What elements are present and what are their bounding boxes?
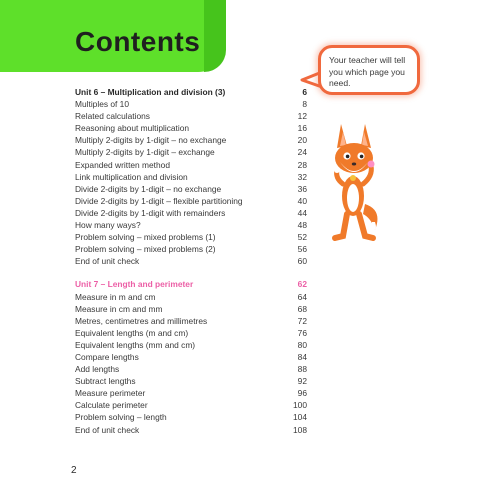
toc-item-page: 104 <box>293 412 307 423</box>
toc-item-label: Problem solving – length <box>75 412 167 423</box>
toc-item-page: 48 <box>297 220 307 231</box>
toc-item-label: Expanded written method <box>75 159 170 170</box>
toc-item[interactable] <box>75 243 307 255</box>
toc-item[interactable] <box>75 291 307 303</box>
toc-item[interactable] <box>75 411 307 423</box>
toc-item[interactable] <box>75 98 307 110</box>
toc-item-label: Related calculations <box>75 111 150 122</box>
page-number: 2 <box>71 465 77 476</box>
toc-item-page: 64 <box>297 291 307 302</box>
toc-item-label: Equivalent lengths (mm and cm) <box>75 339 196 350</box>
toc-item-page: 52 <box>297 232 307 243</box>
speech-bubble: Your teacher will tell you which page you need. <box>318 45 420 95</box>
toc-item[interactable] <box>75 122 307 134</box>
toc-item-page: 24 <box>297 147 307 158</box>
toc-item-label: Multiply 2-digits by 1-digit – exchange <box>75 147 215 158</box>
toc-item-page: 84 <box>297 351 307 362</box>
contents-list <box>75 86 307 436</box>
toc-item-page: 12 <box>297 111 307 122</box>
toc-item[interactable] <box>75 146 307 158</box>
toc-item-label: Problem solving – mixed problems (1) <box>75 232 216 243</box>
toc-item[interactable] <box>75 351 307 363</box>
toc-item-label: Divide 2-digits by 1-digit – flexible partitioning <box>75 195 243 206</box>
toc-item[interactable] <box>75 315 307 327</box>
toc-item-page: 88 <box>297 364 307 375</box>
toc-item-label: Reasoning about multiplication <box>75 123 190 134</box>
unit-heading-label: Unit 6 – Multiplication and division (3) <box>75 87 226 97</box>
toc-item[interactable] <box>75 424 307 436</box>
toc-item[interactable] <box>75 195 307 207</box>
toc-item-page: 40 <box>297 195 307 206</box>
fox-mascot-icon <box>325 118 385 248</box>
toc-item[interactable] <box>75 110 307 122</box>
toc-item-page: 16 <box>297 123 307 134</box>
toc-item-page: 76 <box>297 327 307 338</box>
toc-item-label: Metres, centimetres and millimetres <box>75 315 208 326</box>
toc-item-label: Compare lengths <box>75 351 139 362</box>
toc-item-page: 100 <box>293 400 307 411</box>
toc-item[interactable] <box>75 387 307 399</box>
toc-item-page: 36 <box>297 183 307 194</box>
unit-heading-label: Unit 7 – Length and perimeter <box>75 279 194 290</box>
unit-heading-page: 62 <box>297 279 307 290</box>
toc-item[interactable] <box>75 339 307 351</box>
toc-item-page: 96 <box>297 388 307 399</box>
toc-item-label: End of unit check <box>75 256 140 267</box>
toc-item-label: Measure perimeter <box>75 388 146 399</box>
toc-item-page: 8 <box>302 99 307 110</box>
toc-item[interactable] <box>75 134 307 146</box>
toc-item[interactable] <box>75 159 307 171</box>
toc-item-label: Divide 2-digits by 1-digit – no exchange <box>75 183 222 194</box>
toc-item[interactable] <box>75 375 307 387</box>
toc-item[interactable] <box>75 363 307 375</box>
toc-item-page: 92 <box>297 376 307 387</box>
toc-item-page: 108 <box>293 424 307 435</box>
toc-item-label: Calculate perimeter <box>75 400 148 411</box>
section-gap <box>75 267 307 278</box>
unit-heading[interactable] <box>75 86 307 98</box>
toc-item-page: 28 <box>297 159 307 170</box>
toc-item-page: 68 <box>297 303 307 314</box>
toc-item-label: How many ways? <box>75 220 141 231</box>
toc-item-label: Divide 2-digits by 1-digit with remainders <box>75 207 226 218</box>
unit-heading-page: 6 <box>302 87 307 97</box>
toc-item-label: Problem solving – mixed problems (2) <box>75 244 216 255</box>
toc-item-page: 20 <box>297 135 307 146</box>
page-title: Contents <box>75 26 201 57</box>
toc-item-label: Equivalent lengths (m and cm) <box>75 327 189 338</box>
toc-item-label: Link multiplication and division <box>75 171 188 182</box>
toc-item-page: 80 <box>297 339 307 350</box>
toc-item-label: Measure in m and cm <box>75 291 156 302</box>
toc-item-label: Multiples of 10 <box>75 99 129 110</box>
toc-item-label: Multiply 2-digits by 1-digit – no exchange <box>75 135 227 146</box>
toc-item-label: Subtract lengths <box>75 376 136 387</box>
toc-item[interactable] <box>75 183 307 195</box>
toc-item[interactable] <box>75 399 307 411</box>
toc-item-page: 32 <box>297 171 307 182</box>
title-band-shade <box>204 0 226 72</box>
toc-item-page: 44 <box>297 207 307 218</box>
toc-item[interactable] <box>75 171 307 183</box>
toc-item[interactable] <box>75 207 307 219</box>
toc-item[interactable] <box>75 231 307 243</box>
toc-item-page: 60 <box>297 256 307 267</box>
toc-item-label: End of unit check <box>75 424 140 435</box>
toc-item[interactable] <box>75 219 307 231</box>
toc-item-label: Add lengths <box>75 364 120 375</box>
toc-item-page: 56 <box>297 244 307 255</box>
toc-item[interactable] <box>75 303 307 315</box>
toc-item-label: Measure in cm and mm <box>75 303 163 314</box>
unit-heading[interactable] <box>75 278 307 290</box>
toc-item[interactable] <box>75 327 307 339</box>
toc-item[interactable] <box>75 255 307 267</box>
toc-item-page: 72 <box>297 315 307 326</box>
